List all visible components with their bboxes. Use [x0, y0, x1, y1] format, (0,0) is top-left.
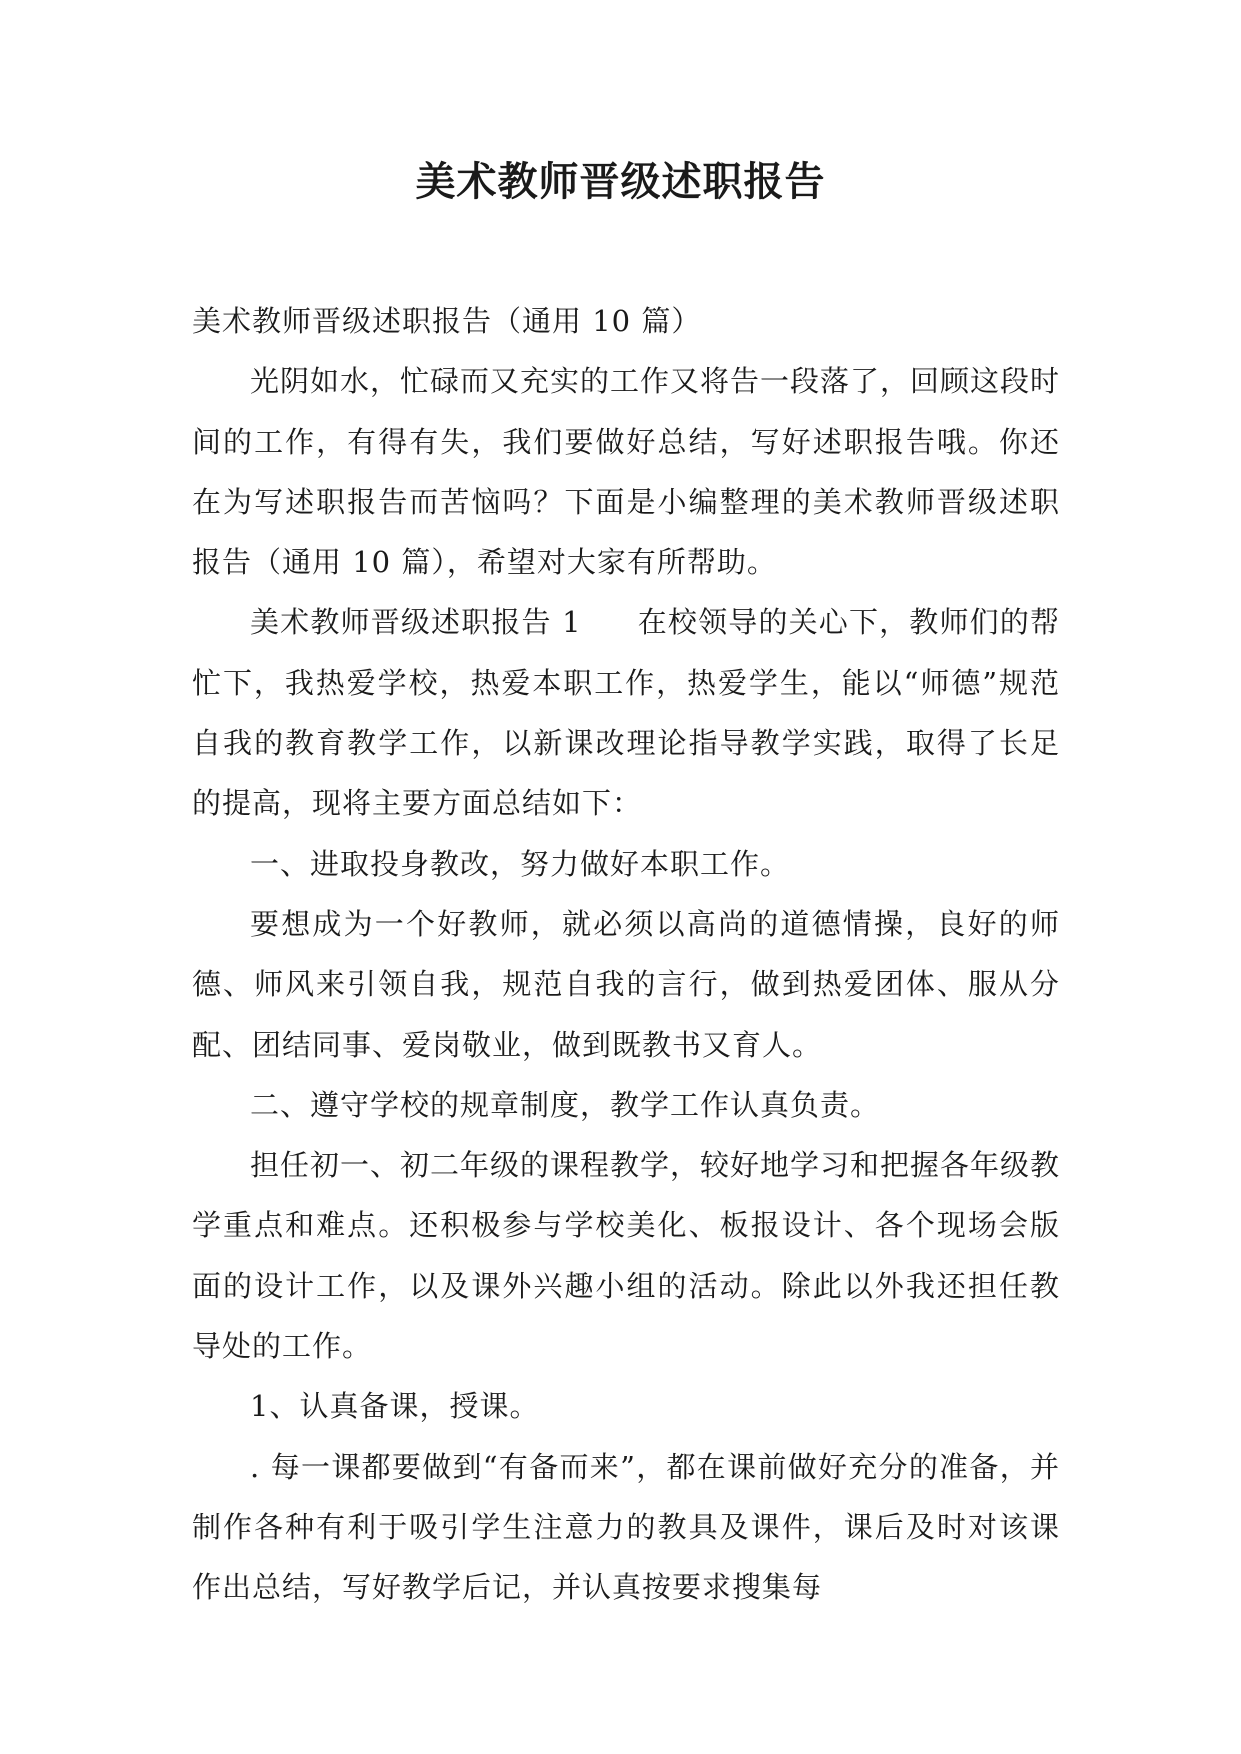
intro-paragraph: 光阴如水，忙碌而又充实的工作又将告一段落了，回顾这段时间的工作，有得有失，我们要做好总结，写好述职报告哦。你还在为写述职报告而苦恼吗？下面是小编整理的美术教师晋级述职报告（通用 10 篇），希望对大家有所帮助。	[192, 364, 1061, 580]
report-opening-text: 在校领导的关心下，教师们的帮忙下，我热爱学校，热爱本职工作，热爱学生，能以“师德”规范自我的教育教学工作，以新课改理论指导教学实践，取得了长足的提高，现将主要方面总结如下：	[192, 605, 1060, 821]
document-title: 美术教师晋级述职报告	[415, 159, 826, 205]
report-heading: 美术教师晋级述职报告 1	[250, 605, 582, 640]
section-2-heading: 二、遵守学校的规章制度，教学工作认真负责。	[250, 1087, 881, 1122]
document-subtitle: 美术教师晋级述职报告（通用 10 篇）	[192, 304, 702, 338]
section-1-heading: 一、进取投身教改，努力做好本职工作。	[250, 846, 791, 881]
item-1-paragraph: . 每一课都要做到“有备而来”，都在课前做好充分的准备，并制作各种有利于吸引学生注意力的教具及课件，课后及时对该课作出总结，写好教学后记，并认真按要求搜集每	[192, 1449, 1060, 1605]
item-1-heading: 1、认真备课，授课。	[250, 1389, 540, 1424]
section-1-paragraph: 要想成为一个好教师，就必须以高尚的道德情操，良好的师德、师风来引领自我，规范自我的言行，做到热爱团体、服从分配、团结同事、爱岗敬业，做到既教书又育人。	[192, 906, 1060, 1062]
document-body	[192, 291, 1060, 1618]
section-2-paragraph: 担任初一、初二年级的课程教学，较好地学习和把握各年级教学重点和难点。还积极参与学校美化、板报设计、各个现场会版面的设计工作，以及课外兴趣小组的活动。除此以外我还担任教导处的工作。	[192, 1148, 1061, 1364]
report-opening-paragraph	[192, 592, 1060, 833]
